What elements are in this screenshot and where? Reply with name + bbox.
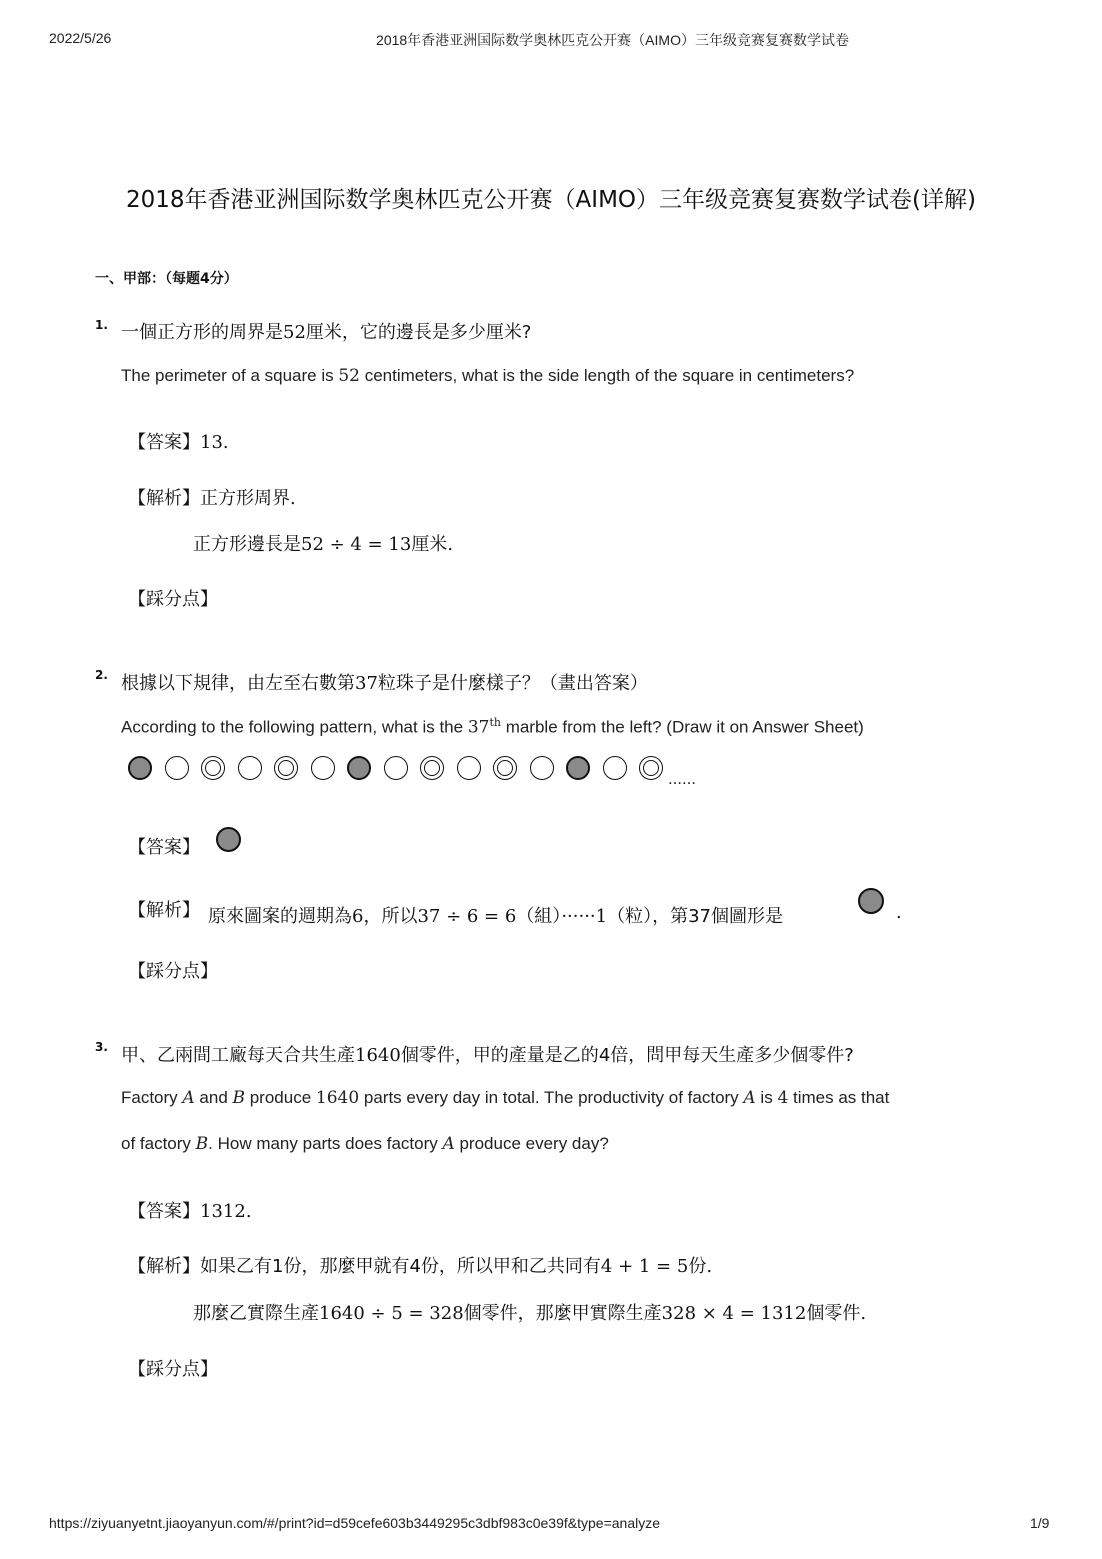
page-title: 2018年香港亚洲国际数学奥林匹克公开赛（AIMO）三年级竞赛复赛数学试卷(详解) bbox=[126, 187, 976, 213]
marble-gray-icon bbox=[128, 756, 152, 780]
analysis-step: 那麼乙實際生產1640 ÷ 5 = 328個零件，那麼甲實際生產328 × 4 = 1312個零件. bbox=[193, 1303, 867, 1324]
analysis-marble-gray-icon bbox=[858, 888, 884, 914]
analysis-step: 正方形邊長是52 ÷ 4 = 13厘米. bbox=[193, 534, 454, 555]
marble-double-icon bbox=[639, 756, 663, 780]
analysis-label: 【解析】 bbox=[128, 900, 200, 921]
marble-empty-icon bbox=[238, 756, 262, 780]
marble-empty-icon bbox=[603, 756, 627, 780]
question-2-chinese: 根據以下規律，由左至右數第37粒珠子是什麼樣子？（畫出答案） bbox=[121, 673, 648, 694]
section-heading: 一、甲部：（每题4分） bbox=[95, 271, 238, 287]
question-number: 3. bbox=[95, 1040, 108, 1054]
analysis-label: 【解析】 bbox=[128, 488, 200, 509]
answer-value: 1312 bbox=[200, 1201, 246, 1222]
answer-label: 【答案】 bbox=[128, 432, 200, 453]
print-header-title: 2018年香港亚洲国际数学奥林匹克公开赛（AIMO）三年级竞赛复赛数学试卷 bbox=[376, 32, 849, 48]
marble-gray-icon bbox=[347, 756, 371, 780]
question-3-chinese: 甲、乙兩間工廠每天合共生產1640個零件，甲的產量是乙的4倍，問甲每天生產多少個零件? bbox=[121, 1045, 854, 1066]
answer-label: 【答案】 bbox=[128, 1201, 200, 1222]
analysis-row: 【解析】正方形周界. bbox=[128, 488, 296, 509]
analysis-row: 【解析】如果乙有1份，那麼甲就有4份，所以甲和乙共同有4 + 1 = 5份. bbox=[128, 1256, 713, 1277]
answer-row: 【答案】1312. bbox=[128, 1201, 252, 1222]
marble-double-icon bbox=[274, 756, 298, 780]
question-3-english-line-2: of factory B. How many parts does factory A produce every day? bbox=[121, 1134, 609, 1154]
question-1-chinese: 一個正方形的周界是52厘米，它的邊長是多少厘米? bbox=[121, 322, 532, 343]
answer-marble-gray-icon bbox=[216, 827, 241, 852]
print-date: 2022/5/26 bbox=[49, 30, 112, 46]
page-number: 1/9 bbox=[1030, 1515, 1050, 1531]
analysis-dot: . bbox=[896, 902, 902, 923]
marble-double-icon bbox=[493, 756, 517, 780]
marble-double-icon bbox=[420, 756, 444, 780]
question-3-english-line-1: Factory A and B produce 1640 parts every day in total. The productivity of factory A is 4 times as that bbox=[121, 1088, 890, 1108]
marble-empty-icon bbox=[311, 756, 335, 780]
question-number: 2. bbox=[95, 668, 108, 682]
pattern-ellipsis: …… bbox=[668, 772, 696, 788]
marble-empty-icon bbox=[165, 756, 189, 780]
footer-url: https://ziyuanyetnt.jiaoyanyun.com/#/print?id=d59cefe603b3449295c3dbf983c0e39f&type=analyze bbox=[49, 1515, 661, 1531]
question-1-english: The perimeter of a square is 52 centimeters, what is the side length of the square in centimeters? bbox=[121, 366, 855, 386]
answer-row: 【答案】13. bbox=[128, 432, 229, 453]
analysis-label: 【解析】 bbox=[128, 1256, 200, 1277]
marble-gray-icon bbox=[566, 756, 590, 780]
answer-label: 【答案】 bbox=[128, 837, 200, 858]
marble-empty-icon bbox=[530, 756, 554, 780]
marble-pattern bbox=[128, 756, 728, 788]
scoring-label: 【踩分点】 bbox=[128, 1359, 218, 1380]
marble-empty-icon bbox=[384, 756, 408, 780]
marble-double-icon bbox=[201, 756, 225, 780]
marble-empty-icon bbox=[457, 756, 481, 780]
scoring-label: 【踩分点】 bbox=[128, 961, 218, 982]
question-2-english: According to the following pattern, what is the 37th marble from the left? (Draw it on Answer Sheet) bbox=[121, 716, 864, 738]
question-number: 1. bbox=[95, 318, 108, 332]
answer-value: 13 bbox=[200, 432, 223, 453]
scoring-label: 【踩分点】 bbox=[128, 589, 218, 610]
analysis-text: 原來圖案的週期為6，所以37 ÷ 6 = 6（組）······1（粒），第37個圖形是 bbox=[208, 906, 784, 927]
